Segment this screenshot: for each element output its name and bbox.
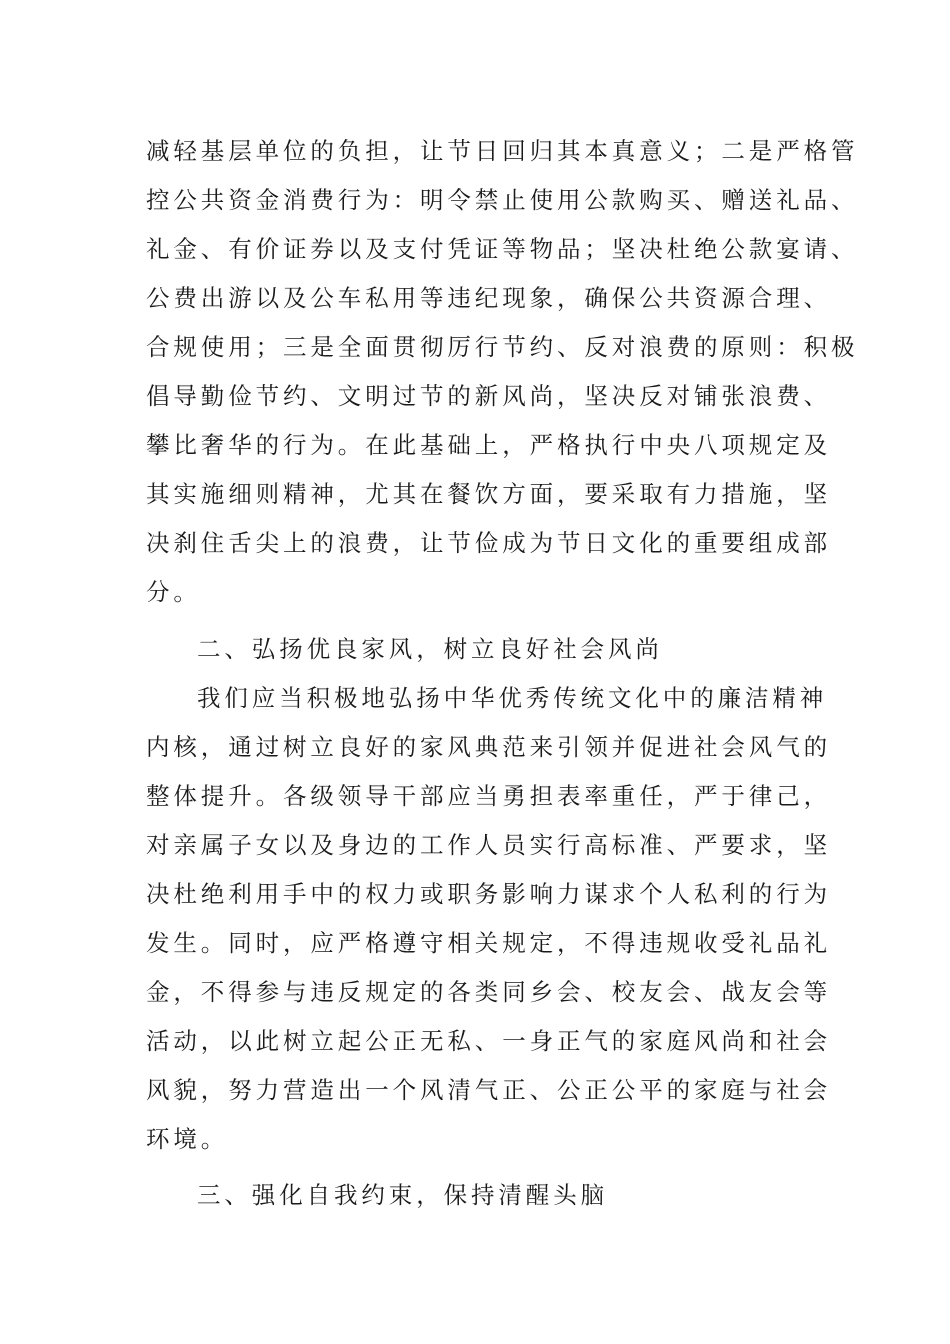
text-line: 内核，通过树立良好的家风典范来引领并促进社会风气的: [146, 733, 831, 761]
heading-text: 二、弘扬优良家风，树立良好社会风尚: [197, 635, 663, 663]
text-line: 金，不得参与违反规定的各类同乡会、校友会、战友会等: [146, 978, 831, 1006]
section-heading-2: [146, 625, 808, 674]
text-line: 我们应当积极地弘扬中华优秀传统文化中的廉洁精神: [197, 684, 828, 712]
text-line: 攀比奢华的行为。在此基础上，严格执行中央八项规定及: [146, 431, 831, 459]
paragraph-section-2: [146, 674, 831, 1164]
text-line: 活动，以此树立起公正无私、一身正气的家庭风尚和社会: [146, 1027, 831, 1055]
text-line: 分。: [146, 578, 201, 606]
text-line: 礼金、有价证券以及支付凭证等物品；坚决杜绝公款宴请、: [146, 235, 859, 263]
text-line: 其实施细则精神，尤其在餐饮方面，要采取有力措施，坚: [146, 480, 831, 508]
paragraph-continued: [146, 127, 859, 617]
text-line: 公费出游以及公车私用等违纪现象，确保公共资源合理、: [146, 284, 831, 312]
text-line: 环境。: [146, 1125, 229, 1153]
text-line: 倡导勤俭节约、文明过节的新风尚，坚决反对铺张浪费、: [146, 382, 831, 410]
heading-text: 三、强化自我约束，保持清醒头脑: [197, 1181, 608, 1209]
text-line: 对亲属子女以及身边的工作人员实行高标准、严要求，坚: [146, 831, 831, 859]
text-line: 风貌，努力营造出一个风清气正、公正公平的家庭与社会: [146, 1076, 831, 1104]
text-line: 发生。同时，应严格遵守相关规定，不得违规收受礼品礼: [146, 929, 831, 957]
section-heading-3: [146, 1171, 808, 1220]
text-line: 决杜绝利用手中的权力或职务影响力谋求个人私利的行为: [146, 880, 831, 908]
text-line: 控公共资金消费行为：明令禁止使用公款购买、赠送礼品、: [146, 186, 859, 214]
text-line: 合规使用；三是全面贯彻厉行节约、反对浪费的原则：积极: [146, 333, 859, 361]
text-line: 决刹住舌尖上的浪费，让节俭成为节日文化的重要组成部: [146, 529, 831, 557]
text-line: 减轻基层单位的负担，让节日回归其本真意义；二是严格管: [146, 137, 859, 165]
text-line: 整体提升。各级领导干部应当勇担表率重任，严于律己，: [146, 782, 831, 810]
